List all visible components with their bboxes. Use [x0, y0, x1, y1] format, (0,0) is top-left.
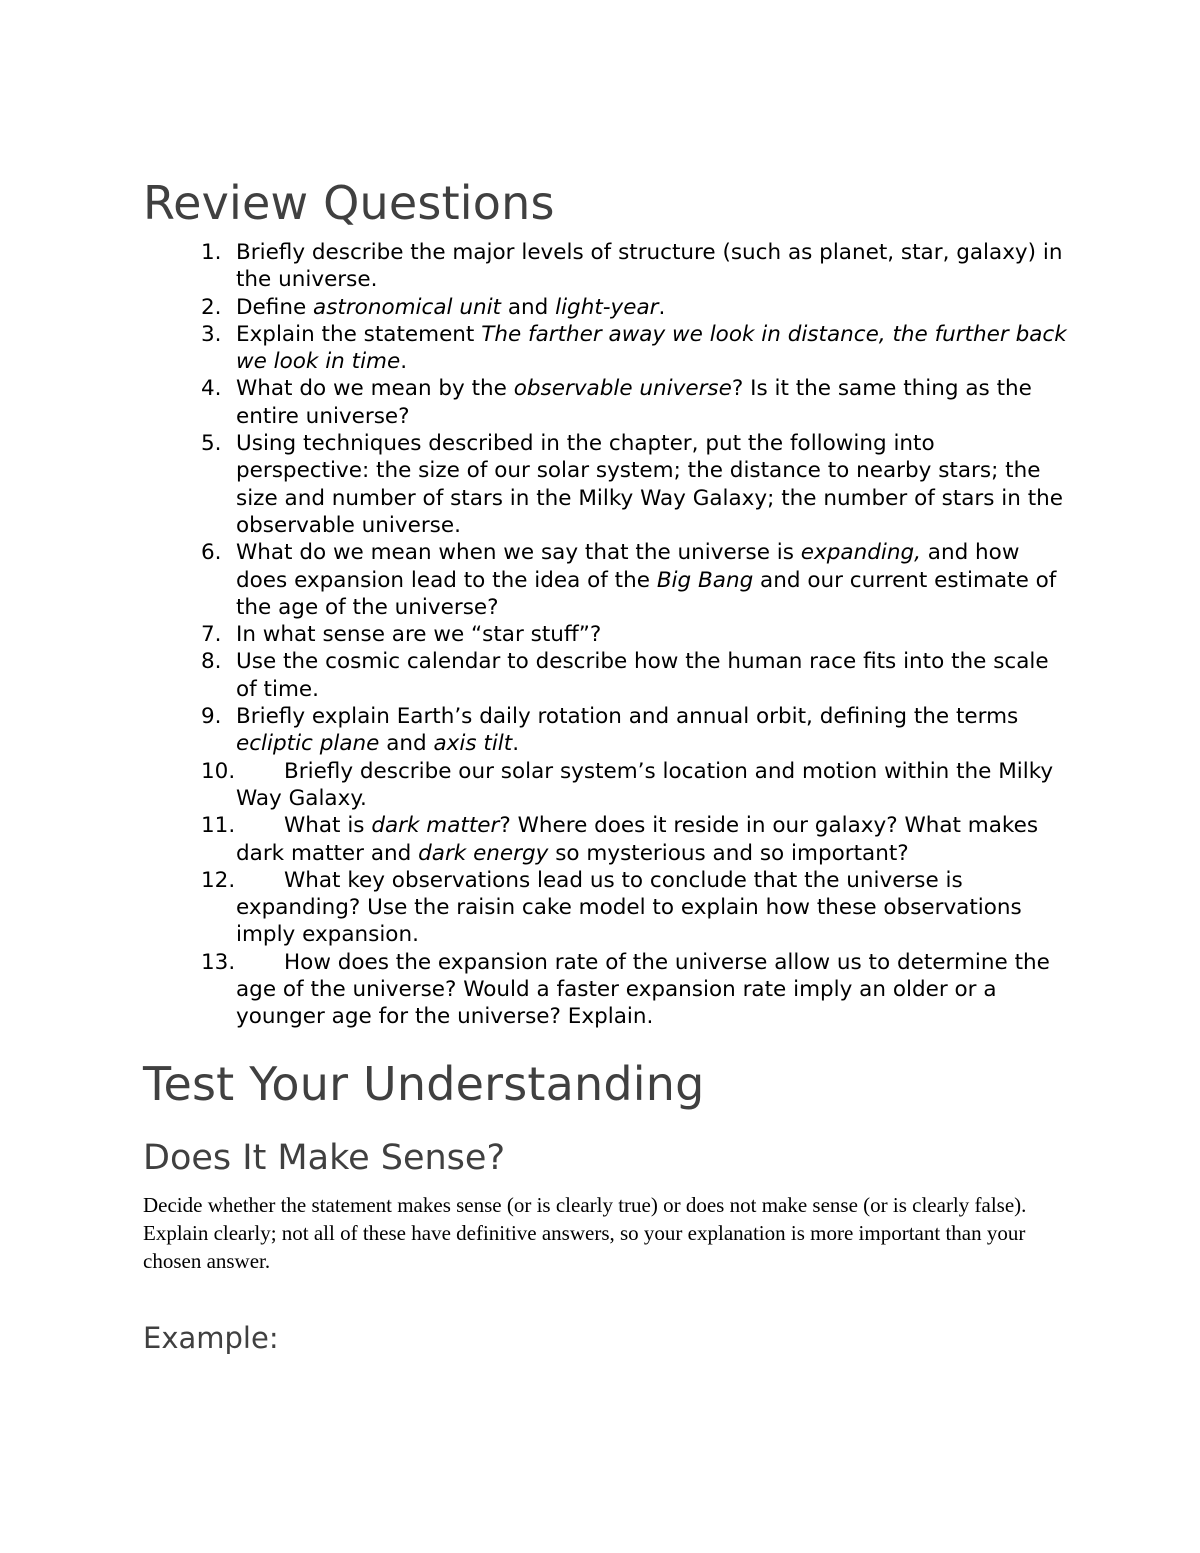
item-text-pre: What do we mean by the [236, 376, 514, 402]
item-text: Use the cosmic calendar to describe how the human race fits into the scale of time. [236, 649, 1049, 702]
list-item [143, 703, 1073, 758]
item-number: 6. [201, 540, 222, 566]
item-number: 10. [201, 758, 236, 784]
item-number: 2. [201, 294, 222, 320]
item-text: Briefly describe the major levels of structure (such as planet, star, galaxy) in the universe. [236, 240, 1063, 293]
item-term: light-year [555, 294, 659, 320]
item-text: How does the expansion rate of the universe allow us to determine the age of the universe? Would a faster expansion rate imply an older or a younger age for the universe? Explain. [236, 949, 1050, 1030]
item-number: 1. [201, 240, 222, 265]
item-term: The farther away we look in distance, the further back we look in time [236, 321, 1067, 375]
review-questions-list [143, 239, 1073, 1031]
item-text-post: . [512, 731, 520, 757]
item-number: 5. [201, 431, 222, 457]
example-heading: Example: [143, 1320, 279, 1355]
list-item [143, 621, 1073, 648]
item-text-post: . [400, 349, 408, 375]
item-text-post: . [658, 294, 666, 320]
review-questions-heading: Review Questions [143, 176, 555, 230]
item-text-mid: and [379, 731, 434, 757]
item-number: 4. [201, 376, 222, 402]
item-term: ecliptic plane [236, 731, 380, 757]
item-text-mid: and [500, 294, 556, 320]
item-term: expanding, [800, 540, 921, 566]
item-text: What key observations lead us to conclude that the universe is expanding? Use the raisin cake model to explain how these observations imply expansion. [236, 867, 1022, 948]
list-item [143, 375, 1073, 430]
list-item [143, 539, 1073, 621]
item-number: 12. [201, 867, 236, 893]
list-item [143, 430, 1073, 539]
item-text-pre: Briefly explain Earth’s daily rotation and annual orbit, defining the terms [236, 704, 1019, 730]
item-text-pre: What is [284, 813, 372, 839]
item-term: Big Bang [656, 567, 754, 593]
list-item [143, 758, 1073, 813]
item-text-post: ? Is it the same thing as the entire universe? [236, 376, 1032, 429]
item-text-post: and our current estimate of the age of the universe? [236, 567, 1057, 620]
list-item [143, 239, 1073, 294]
list-item [143, 648, 1073, 703]
list-item [143, 867, 1073, 949]
item-text: Briefly describe our solar system’s location and motion within the Milky Way Galaxy. [236, 758, 1054, 811]
item-number: 8. [201, 649, 222, 675]
list-item [143, 812, 1073, 867]
does-it-make-sense-heading: Does It Make Sense? [143, 1137, 506, 1178]
document-page [143, 172, 1073, 1357]
item-number: 7. [201, 622, 222, 648]
item-text-pre: Define [236, 294, 314, 320]
item-term: astronomical unit [313, 294, 501, 320]
item-text-pre: What do we mean when we say that the universe is [236, 540, 801, 566]
list-item [143, 949, 1073, 1031]
item-text-pre: Explain the statement [236, 321, 482, 347]
item-term: dark matter [371, 813, 500, 839]
list-item [143, 321, 1073, 376]
item-number: 9. [201, 704, 222, 730]
item-term: dark energy [418, 840, 549, 866]
item-term: observable universe [513, 376, 732, 402]
item-text-post: so mysterious and so important? [548, 840, 909, 866]
list-item [143, 294, 1073, 321]
item-number: 11. [201, 813, 236, 839]
test-your-understanding-heading: Test Your Understanding [143, 1056, 705, 1111]
instructions-paragraph: Decide whether the statement makes sense (or is clearly true) or does not make sense (or is clearly false). Explain clearly; not all of these have definitive answers, so your explanation is more important than your chosen answer. [143, 1192, 1027, 1273]
item-text-mid: ? Where does it reside in our galaxy? What makes dark matter and [236, 813, 1039, 866]
item-term: axis tilt [433, 731, 513, 757]
item-text-mid: and how does expansion lead to the idea of the [236, 540, 1020, 593]
item-text: In what sense are we “star stuff”? [236, 622, 602, 648]
item-text: Using techniques described in the chapter, put the following into perspective: the size of our solar system; the distance to nearby stars; the size and number of stars in the Milky Way Galaxy; the number of stars in the observable universe. [236, 431, 1064, 538]
item-number: 13. [201, 949, 236, 975]
item-number: 3. [201, 321, 222, 347]
